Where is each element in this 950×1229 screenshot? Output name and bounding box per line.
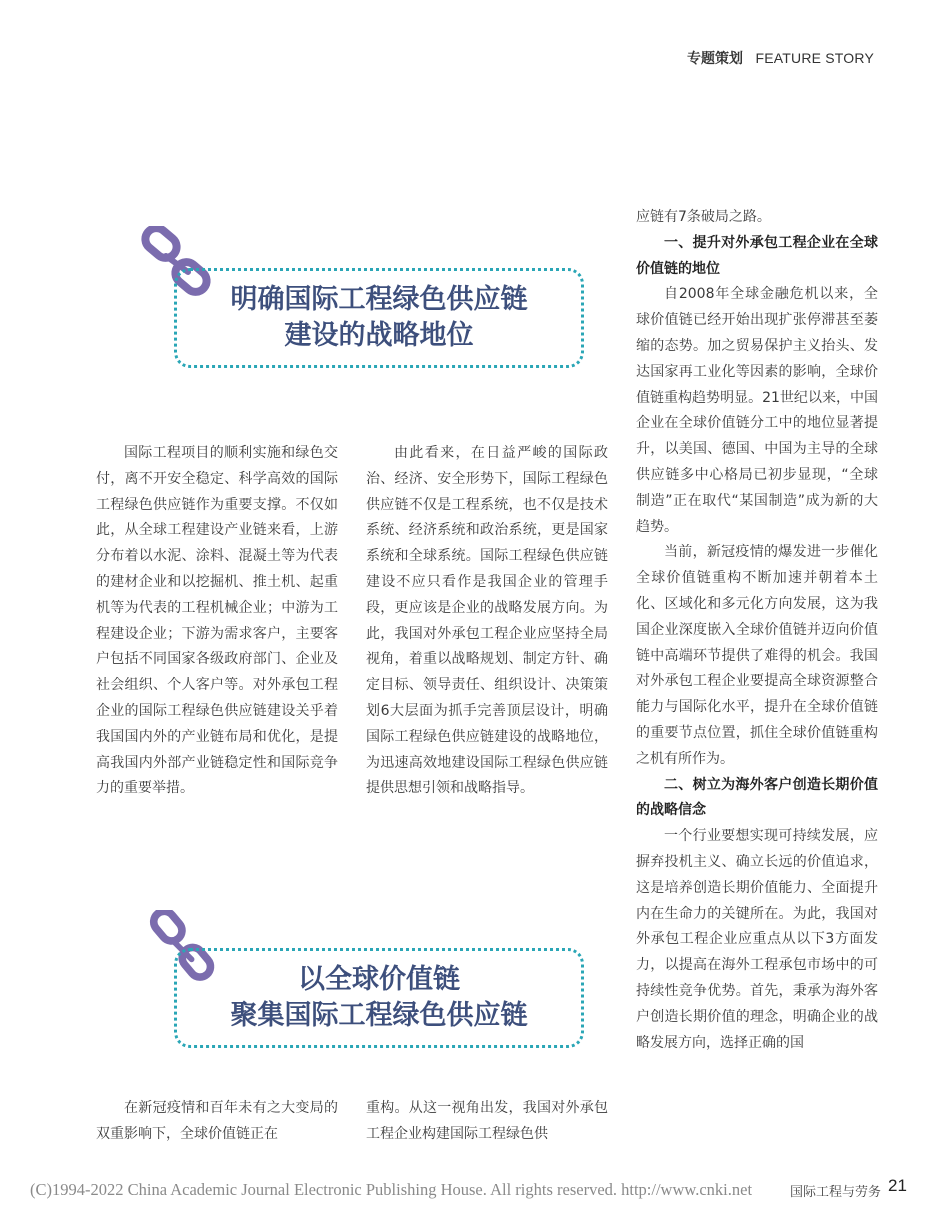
paragraph: 自2008年全球金融危机以来，全球价值链已经开始出现扩张停滞甚至萎缩的态势。加之贸易保护主义抬头、发达国家再工业化等因素的影响，全球价值链重构趋势明显。21世纪以来，中国企业在全球价值链分工中的地位显著提升，以美国、德国、中国为主导的全球供应链多中心格局已初步显现，“全球制造”正在取代“某国制造”成为新的大趋势。 [636, 286, 878, 535]
paragraph: 一个行业要想实现可持续发展，应摒弃投机主义、确立长远的价值追求，这是培养创造长期价值能力、全面提升内在生命力的关键所在。为此，我国对外承包工程企业应重点从以下3方面发力，以提高在海外工程承包市场中的可持续性竞争优势。首先，秉承为海外客户创造长期价值的理念，明确企业的战略发展方向，选择正确的国 [636, 828, 878, 1051]
heading-1-line2: 建设的战略地位 [284, 320, 474, 351]
paragraph: 国际工程项目的顺利实施和绿色交付，离不开安全稳定、科学高效的国际工程绿色供应链作为重要支撑。不仅如此，从全球工程建设产业链来看，上游分布着以水泥、涂料、混凝土等为代表的建材企业和以挖掘机、推土机、起重机等为代表的工程机械企业；中游为工程建设企业；下游为需求客户，主要客户包括不同国家各级政府部门、企业及社会组织、个人客户等。对外承包工程企业的国际工程绿色供应链建设关乎着我国国内外的产业链布局和优化，是提高我国内外部产业链稳定性和国际竞争力的重要举措。 [96, 445, 338, 797]
paragraph: 应链有7条破局之路。 [636, 209, 771, 225]
page-number: 21 [888, 1176, 907, 1195]
section-label-cn: 专题策划 [687, 51, 744, 67]
paragraph: 当前，新冠疫情的爆发进一步催化全球价值链重构不断加速并朝着本土化、区域化和多元化方向发展，这为我国企业深度嵌入全球价值链并迈向价值链中高端环节提供了难得的机会。我国对外承包工程企业要提高全球资源整合能力与国际化水平，提升在全球价值链的重要节点位置，抓住全球价值链重构之机有所作为。 [636, 544, 878, 767]
heading-1-line1: 明确国际工程绿色供应链 [230, 284, 528, 315]
subheading-1: 一、提升对外承包工程企业在全球价值链的地位 [636, 234, 878, 277]
column-3 [636, 205, 878, 1056]
column-2-bottom [366, 1096, 608, 1148]
column-2-top [366, 441, 608, 802]
paragraph: 重构。从这一视角出发，我国对外承包工程企业构建国际工程绿色供 [366, 1100, 608, 1142]
copyright-notice: (C)1994-2022 China Academic Journal Electronic Publishing House. All rights reserved. http://www.cnki.net [30, 1180, 753, 1199]
magazine-name: 国际工程与劳务 [790, 1185, 882, 1200]
heading-2-line1: 以全球价值链 [298, 964, 460, 995]
running-header [687, 48, 874, 68]
heading-2-line2: 聚集国际工程绿色供应链 [230, 1000, 528, 1031]
column-1-bottom [96, 1096, 338, 1148]
column-1-top [96, 441, 338, 802]
section-heading-2 [174, 948, 584, 1048]
section-label-en: FEATURE STORY [755, 50, 874, 66]
paragraph: 由此看来，在日益严峻的国际政治、经济、安全形势下，国际工程绿色供应链不仅是工程系统，也不仅是技术系统、经济系统和政治系统，更是国家系统和全球系统。国际工程绿色供应链建设不应只看作是我国企业的管理手段，更应该是企业的战略发展方向。为此，我国对外承包工程企业应坚持全局视角，着重以战略规划、制定方针、确定目标、领导责任、组织设计、决策策划6大层面为抓手完善顶层设计，明确国际工程绿色供应链建设的战略地位，为迅速高效地建设国际工程绿色供应链提供思想引领和战略指导。 [366, 445, 608, 797]
paragraph: 在新冠疫情和百年未有之大变局的双重影响下，全球价值链正在 [96, 1100, 338, 1142]
section-heading-1 [174, 268, 584, 368]
subheading-2: 二、树立为海外客户创造长期价值的战略信念 [636, 776, 878, 819]
